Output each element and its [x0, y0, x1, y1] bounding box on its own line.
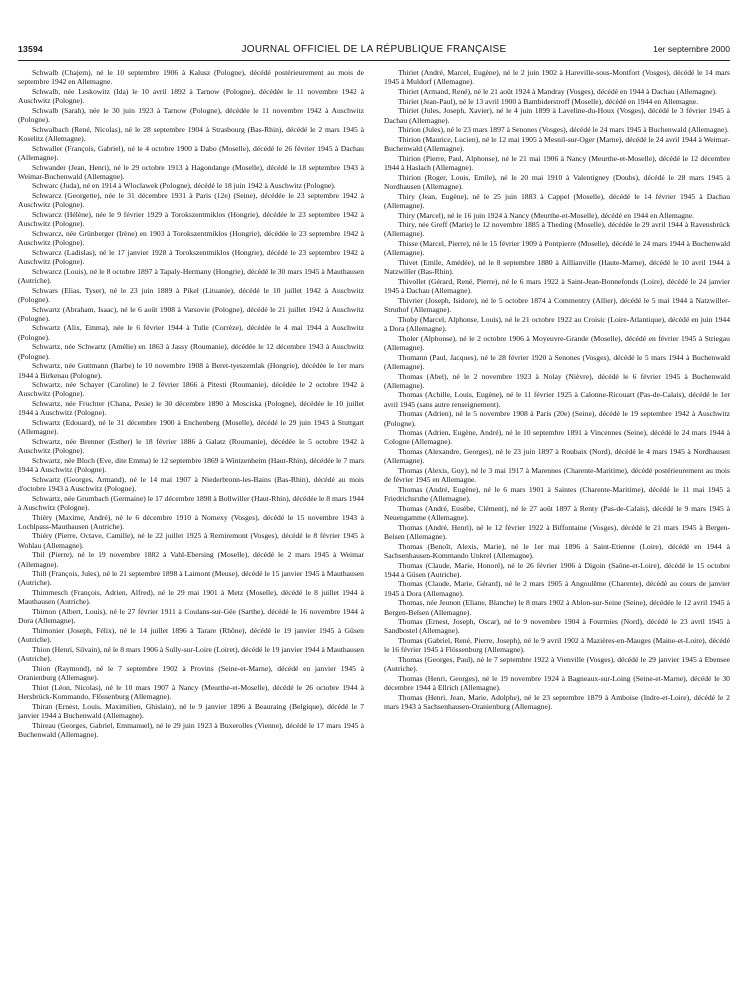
list-item: Schwarc (Juda), né en 1914 à Wloclawek (Pologne), décédé le 18 juin 1942 à Auschwitz (Pologne).: [32, 181, 336, 191]
list-item: Thirion (Pierre, Paul, Alphonse), né le 21 mai 1906 à Nancy (Meurthe-et-Moselle), décédé le 12 décembre 1944 à Haslach (Allemagne).: [384, 153, 730, 173]
list-item: Thireau (Georges, Gabriel, Emmanuel), né le 29 juin 1923 à Buxerolles (Vienne), décédé le 17 mars 1945 à Buchenwald (Allemagne).: [18, 720, 364, 739]
page-header: [18, 44, 730, 58]
list-item: Thomas (Abel), né le 2 novembre 1923 à Nolay (Nièvre), décédé le 6 février 1945 à Buchenwald (Allemagne).: [384, 371, 730, 390]
list-item: Thirion (Roger, Louis, Emile), né le 20 mai 1910 à Valentigney (Doubs), décédé le 28 mars 1945 à Nordhausen (Allemagne).: [384, 172, 730, 191]
list-item: Schwalbach (René, Nicolas), né le 28 septembre 1904 à Strasbourg (Bas-Rhin), décédé le 2 mars 1945 à Koselitz (Allemagne).: [18, 124, 364, 143]
list-item: Thomas (Henri, Georges), né le 19 novembre 1924 à Bagneaux-sur-Loing (Seine-et-Marne), décédé le 30 décembre 1944 à Ellrich (Allemagne).: [384, 674, 730, 693]
list-item: Schwartz (Georges, Armand), né le 14 mai 1907 à Niederbronn-les-Bains (Bas-Rhin), décédé au mois d'octobre 1943 à Auschwitz (Pologne).: [18, 474, 364, 493]
list-item: Schwalb, née Leskowitz (Ida) le 10 avril 1892 à Tarnow (Pologne), décédée le 11 novembre 1942 à Auschwitz (Pologne).: [18, 86, 364, 106]
list-item: Schwartz, née Guttmann (Barbe) le 10 novembre 1908 à Beret-tyeszemlak (Hongrie), décédée le 1er mars 1944 à Birkenau (Pologne).: [18, 361, 364, 380]
list-item: Thimmesch (François, Adrien, Alfred), né le 29 mai 1901 à Metz (Moselle), décédé le 8 juillet 1944 à Mauthausen (Autriche).: [18, 588, 364, 607]
header-rule: [18, 60, 730, 61]
list-item: Thomas (Georges, Paul), né le 7 septembre 1922 à Vienville (Vosges), décédé le 29 janvier 1945 à Ebensee (Autriche).: [384, 655, 730, 674]
list-item: Thomas (Achille, Louis, Eugène), né le 11 février 1925 à Calonne-Ricouart (Pas-de-Calais), décédé le 1er avril 1945 (sans autre renseignement).: [384, 390, 730, 409]
list-item: Schwander (Jean, Henri), né le 29 octobre 1913 à Hagondange (Moselle), décédé le 18 septembre 1943 à Weimar-Buchenwald (Allemagne).: [18, 162, 364, 181]
list-item: Thomann (Paul, Jacques), né le 28 février 1920 à Senones (Vosges), décédé le 5 mars 1944 à Buchenwald (Allemagne).: [384, 352, 730, 371]
list-item: Thiry (Jean, Eugène), né le 25 juin 1883 à Cappel (Moselle), décédé le 14 février 1945 à Dachau (Allemagne).: [384, 191, 730, 210]
list-item: Thion (Raymond), né le 7 septembre 1902 à Provins (Seine-et-Marne), décédé en janvier 1945 à Oranienburg (Allemagne).: [18, 663, 364, 682]
list-item: Schwartz (Alix, Emma), née le 6 février 1944 à Tulle (Corrèze), décédée le 4 mai 1944 à Auschwitz (Pologne).: [18, 323, 364, 342]
list-item: Schwartz, née Brenner (Esther) le 18 février 1886 à Galatz (Roumanie), décédée le 5 octobre 1942 à Auschwitz (Pologne).: [18, 436, 364, 456]
list-item: Thomas (André, Eugène), né le 6 mars 1901 à Saintes (Charente-Maritime), décédé le 11 mai 1945 à Friedrichsruhe (Allemagne).: [384, 484, 730, 504]
list-item: Schwartz, née Bloch (Eve, dite Emma) le 12 septembre 1869 à Wintzenheim (Haut-Rhin), décédée le 7 mars 1944 à Auschwitz (Pologne).: [18, 455, 364, 475]
list-item: Thomas (Alexis, Guy), né le 3 mai 1917 à Marennes (Charente-Maritime), décédé postérieurement au mois de février 1945 en Allemagne.: [384, 466, 730, 485]
list-item: Schwalb (Chajem), né le 10 septembre 1906 à Kalusz (Pologne), décédé postérieurement au mois de septembre 1942 en Allemagne.: [18, 68, 364, 87]
list-item: Thoby (Marcel, Alphonse, Louis), né le 21 octobre 1922 au Croisic (Loire-Atlantique), décédé en juin 1944 à Dora (Allemagne).: [384, 314, 730, 333]
list-item: Thomas, née Jeunon (Eliane, Blanche) le 8 mars 1902 à Ablon-sur-Seine (Seine), décédée le 12 avril 1945 à Bergen-Belsen (Allemagne).: [384, 598, 730, 617]
list-item: Thiry (Marcel), né le 16 juin 1924 à Nancy (Meurthe-et-Moselle), décédé en 1944 en Allemagne.: [398, 210, 695, 220]
list-item: Thirion (Jules), né le 23 mars 1897 à Senones (Vosges), décédé le 24 mars 1945 à Buchenwald (Allemagne).: [398, 125, 729, 135]
list-item: Thomas (André, Henri), né le 12 février 1922 à Biffontaine (Vosges), décédé le 21 mars 1945 à Bergen-Belsen (Allemagne).: [384, 522, 730, 541]
list-item: Thiéry (Pierre, Octave, Camille), né le 22 juillet 1925 à Remiremont (Vosges), décédé le 8 février 1945 à Wohlau (Allemagne).: [18, 531, 364, 550]
list-item: Thimonier (Joseph, Félix), né le 14 juillet 1896 à Tarare (Rhône), décédé le 19 janvier 1945 à Güsen (Autriche).: [18, 625, 364, 645]
list-item: Schwartz, née Grumbach (Germaine) le 17 décembre 1898 à Bollwiller (Haut-Rhin), décédée le 8 mars 1944 à Auschwitz (Pologne).: [18, 493, 364, 512]
list-item: Thiéry (Maxime, André), né le 6 décembre 1910 à Nomexy (Vosges), décédé le 15 novembre 1943 à Lochlpass-Mauthausen (Autriche).: [18, 512, 364, 531]
list-item: Thivet (Emile, Amédée), né le 8 septembre 1880 à Aillianville (Haute-Marne), décédé le 10 avril 1944 à Natzwiller (Bas-Rhin).: [384, 258, 730, 277]
list-item: Thiran (Ernest, Louis, Maximilien, Ghislain), né le 9 janvier 1896 à Beauraing (Belgique), décédé le 7 janvier 1944 à Buchenwald (Allemagne).: [18, 701, 364, 720]
list-item: Thomas (Gabriel, René, Pierre, Joseph), né le 9 avril 1902 à Mazières-en-Mauges (Maine-et-Loire), décédé le 16 février 1945 à Flössenburg (Allemagne).: [384, 636, 730, 655]
list-item: Thiriet (Jean-Paul), né le 13 avril 1900 à Bambiderstroff (Moselle), décédé en 1944 en Allemagne.: [398, 96, 699, 106]
list-item: Thill (François, Jules), né le 21 septembre 1898 à Laimont (Meuse), décédé le 15 janvier 1945 à Mauthausen (Autriche).: [18, 569, 364, 588]
list-item: Schwars (Elias, Tyser), né le 23 juin 1889 à Pikel (Lituanie), décédé le 10 juillet 1942 à Auschwitz (Pologne).: [18, 285, 364, 304]
list-item: Thiriet (Jules, Joseph, Xavier), né le 4 juin 1899 à Laveline-du-Houx (Vosges), décédé le 3 février 1945 à Dachau (Allemagne).: [384, 106, 730, 125]
list-item: Thil (Pierre), né le 19 novembre 1882 à Vahl-Ebersing (Moselle), décédé le 2 mars 1945 à Weimar (Allemagne).: [18, 550, 364, 569]
list-item: Thirion (Maurice, Lucien), né le 12 mai 1905 à Mesnil-sur-Oger (Marne), décédé le 24 avril 1944 à Weimar-Buchenwald (Allemagne).: [384, 134, 730, 154]
list-item: Thomas (Alexandre, Georges), né le 23 juin 1897 à Roubaix (Nord), décédé le 4 mars 1945 à Nordhausen (Allemagne).: [384, 447, 730, 466]
list-item: Schwaller (François, Gabriel), né le 4 octobre 1900 à Dabo (Moselle), décédé le 26 février 1945 à Dachau (Allemagne).: [18, 143, 364, 162]
list-item: Tholer (Alphonse), né le 2 octobre 1906 à Moyeuvre-Grande (Moselle), décédé en février 1945 à Striegau (Allemagne).: [384, 333, 730, 352]
list-item: Thisse (Marcel, Pierre), né le 15 février 1909 à Pontpierre (Moselle), décédé le 24 mars 1944 à Buchenwald (Allemagne).: [384, 239, 730, 258]
list-item: Thivrier (Joseph, Isidore), né le 5 octobre 1874 à Commentry (Allier), décédé le 5 mai 1944 à Natzwiller-Struthof (Allemagne).: [384, 295, 730, 315]
right-column: [384, 68, 730, 712]
list-item: Schwarcz (Georgette), née le 31 décembre 1931 à Paris (12e) (Seine), décédée le 23 septembre 1942 à Auschwitz (Pologne).: [18, 191, 364, 210]
list-item: Schwartz, née Fruchter (Chana, Pesie) le 30 décembre 1890 à Mosciska (Pologne), décédée le 10 juillet 1944 à Auschwitz (Pologne).: [18, 399, 364, 418]
list-item: Thomas (André, Eusèbe, Clément), né le 27 août 1897 à Renty (Pas-de-Calais), décédé le 9 mars 1945 à Neuengamme (Allemagne).: [384, 503, 730, 523]
list-item: Thomas (Henri, Jean, Marie, Adolphe), né le 23 septembre 1879 à Amboise (Indre-et-Loire), décédé le 2 mars 1943 à Sachsenhausen-Oranienburg (Allemagne).: [384, 692, 730, 712]
issue-date: 1er septembre 2000: [653, 44, 730, 54]
list-item: Thiry, née Greff (Marie) le 12 novembre 1885 à Theding (Moselle), décédée le 29 avril 1944 à Ravensbrück (Allemagne).: [384, 220, 730, 239]
list-item: Thiriet (Armand, René), né le 21 août 1924 à Mandray (Vosges), décédé en 1944 à Dachau (Allemagne).: [398, 86, 717, 96]
page-number: 13594: [18, 44, 43, 54]
list-item: Thion (Henri, Silvain), né le 8 mars 1906 à Sully-sur-Loire (Loiret), décédé le 19 janvier 1944 à Mauthausen (Autriche).: [18, 644, 364, 664]
list-item: Schwarcz, née Grünberger (Irène) en 1903 à Torokszentmiklos (Hongrie), décédée le 23 septembre 1942 à Auschwitz (Pologne).: [18, 228, 364, 248]
list-item: Schwartz (Abraham, Isaac), né le 6 août 1908 à Varsovie (Pologne), décédé le 21 juillet 1942 à Auschwitz (Pologne).: [18, 304, 364, 323]
list-item: Thomas (Adrien, Eugène, André), né le 10 septembre 1891 à Vincennes (Seine), décédé le 24 mars 1944 à Cologne (Allemagne).: [384, 428, 730, 447]
left-column: [18, 68, 364, 739]
list-item: Schwarcz (Hélène), née le 9 février 1929 à Torokszentmiklos (Hongrie), décédée le 23 septembre 1942 à Auschwitz (Pologne).: [18, 210, 364, 229]
list-item: Thiriet (André, Marcel, Eugène), né le 2 juin 1902 à Hareville-sous-Montfort (Vosges), décédé le 14 mars 1945 à Muldorf (Allemagne).: [384, 68, 730, 87]
list-item: Schwartz (Edouard), né le 31 décembre 1900 à Enchenberg (Moselle), décédé le 29 juin 1943 à Stuttgart (Allemagne).: [18, 418, 364, 437]
list-item: Thiot (Léon, Nicolas), né le 10 mars 1907 à Nancy (Meurthe-et-Moselle), décédé le 26 octobre 1944 à Hersbrück-Kommando, Flössenburg (Allemagne).: [18, 682, 364, 701]
list-item: Thomas (Ernest, Joseph, Oscar), né le 9 novembre 1904 à Fourmies (Nord), décédé le 23 avril 1945 à Sandbostel (Allemagne).: [384, 617, 730, 636]
list-item: Thimon (Albert, Louis), né le 27 février 1911 à Coulans-sur-Gée (Sarthe), décédé le 16 novembre 1944 à Dora (Allemagne).: [18, 607, 364, 626]
list-item: Schwartz, née Schwartz (Amélie) en 1863 à Jassy (Roumanie), décédée le 12 décembre 1943 à Auschwitz (Pologne).: [18, 342, 364, 361]
list-item: Schwartz, née Schayer (Caroline) le 2 février 1866 à Pitesti (Roumanie), décédée le 2 octobre 1942 à Auschwitz (Pologne).: [18, 380, 364, 399]
list-item: Thomas (Claude, Marie, Honoré), né le 26 février 1906 à Digoin (Saône-et-Loire), décédé le 15 octobre 1944 à Güsen (Autriche).: [384, 560, 730, 579]
list-item: Thomas (Adrien), né le 5 novembre 1908 à Paris (20e) (Seine), décédé le 19 septembre 1942 à Auschwitz (Pologne).: [384, 409, 730, 428]
list-item: Schwarcz (Ladislas), né le 17 janvier 1928 à Torokszentmiklos (Hongrie), décédé le 23 septembre 1942 à Auschwitz (Pologne).: [18, 247, 364, 267]
list-item: Thomas (Benoît, Alexis, Marie), né le 1er mai 1896 à Saint-Etienne (Loire), décédé en 1944 à Sachsenhausen-Kommando Unkrel (Allemagne).: [384, 541, 730, 560]
list-item: Thomas (Claude, Marie, Gérard), né le 2 mars 1905 à Angoulême (Charente), décédé au cours de janvier 1945 à Dora (Allemagne).: [384, 579, 730, 598]
list-item: Schwalb (Sarah), née le 30 juin 1923 à Tarnow (Pologne), décédée le 11 novembre 1942 à Auschwitz (Pologne).: [18, 105, 364, 125]
list-item: Schwarcz (Louis), né le 8 octobre 1897 à Tapaly-Hermany (Hongrie), décédé le 30 mars 1945 à Mauthausen (Autriche).: [18, 266, 364, 285]
journal-title: JOURNAL OFFICIEL DE LA RÉPUBLIQUE FRANÇAISE: [241, 44, 507, 55]
list-item: Thivollet (Gérard, René, Pierre), né le 6 mars 1922 à Saint-Jean-Bonnefonds (Loire), décédé le 24 janvier 1945 à Dachau (Allemagne).: [384, 276, 730, 296]
